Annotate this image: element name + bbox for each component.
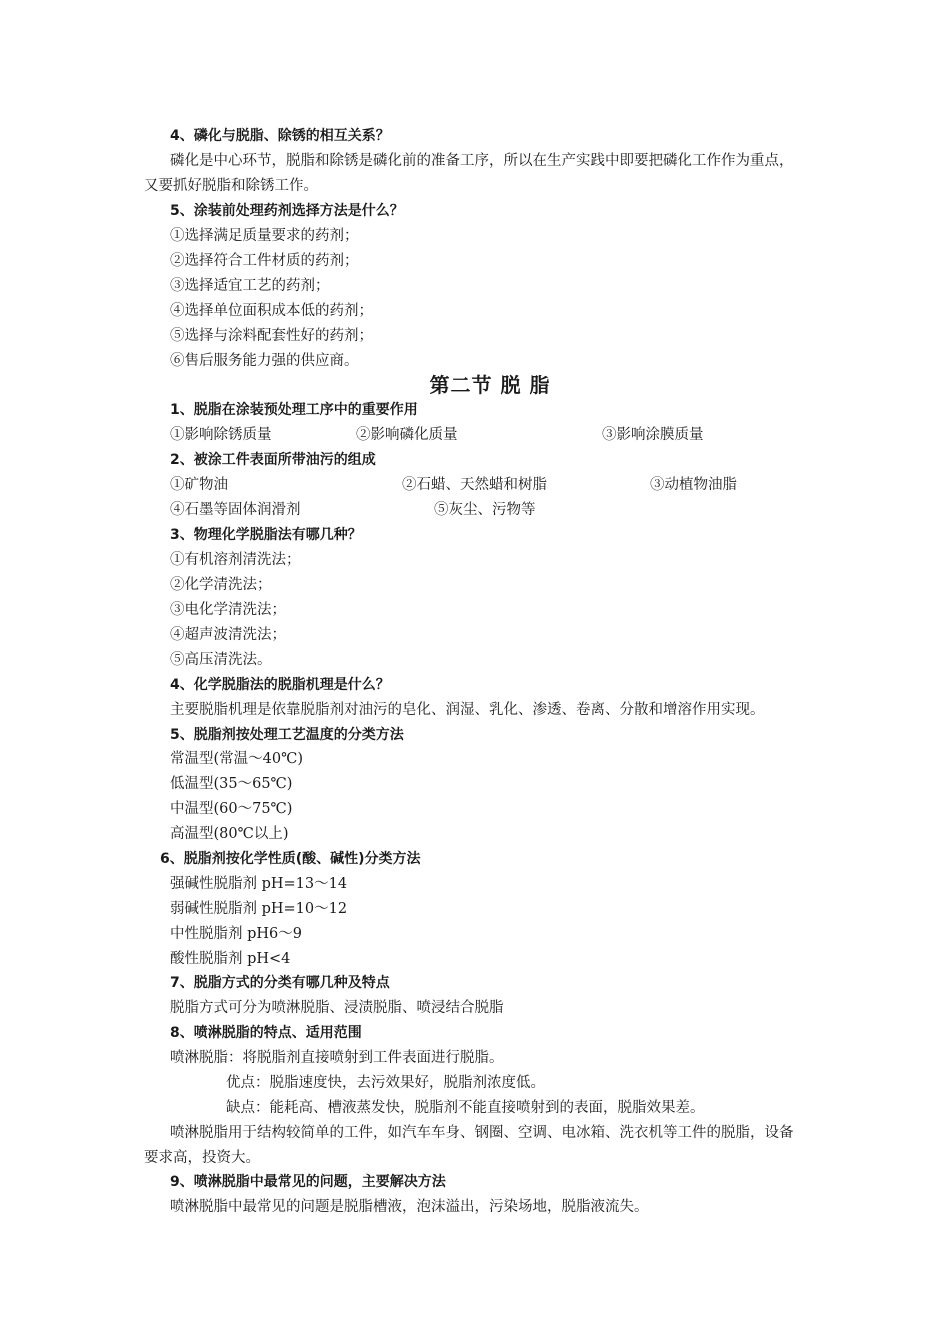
s4-heading: 4、化学脱脂法的脱脂机理是什么？ — [170, 677, 390, 693]
s7-heading: 7、脱脂方式的分类有哪几种及特点 — [170, 975, 390, 991]
s5-item: 常温型(常温～40℃) — [170, 751, 303, 767]
s3-heading: 3、物理化学脱脂法有哪几种？ — [170, 527, 362, 543]
q5-item: ⑥售后服务能力强的供应商。 — [170, 353, 359, 369]
s1-item: ②影响磷化质量 — [356, 427, 458, 443]
s3-item: ⑤高压清洗法。 — [170, 652, 272, 668]
s2-item: ②石蜡、天然蜡和树脂 — [402, 477, 547, 493]
q4-paragraph: 磷化是中心环节，脱脂和除锈是磷化前的准备工序，所以在生产实践中即要把磷化工作作为重点，又要抓好脱脂和除锈工作。 — [144, 153, 794, 194]
s5-item: 低温型(35～65℃) — [170, 776, 293, 792]
q5-item: ⑤选择与涂料配套性好的药剂； — [170, 328, 373, 344]
s8-description: 喷淋脱脂：将脱脂剂直接喷射到工件表面进行脱脂。 — [170, 1050, 504, 1066]
s8-paragraph: 喷淋脱脂用于结构较简单的工件，如汽车车身、钢圈、空调、电冰箱、洗衣机等工件的脱脂，设备要求高，投资大。 — [144, 1125, 794, 1166]
s4-paragraph: 主要脱脂机理是依靠脱脂剂对油污的皂化、润湿、乳化、渗透、卷离、分散和增溶作用实现。 — [170, 702, 765, 718]
s6-item: 酸性脱脂剂 pH<4 — [170, 951, 291, 967]
s3-item: ④超声波清洗法； — [170, 627, 286, 643]
q5-heading: 5、涂装前处理药剂选择方法是什么？ — [170, 203, 404, 219]
s3-item: ①有机溶剂清洗法； — [170, 552, 301, 568]
s6-item: 弱碱性脱脂剂 pH=10～12 — [170, 901, 348, 917]
s6-item: 中性脱脂剂 pH6～9 — [170, 926, 302, 942]
q4-heading: 4、磷化与脱脂、除锈的相互关系？ — [170, 128, 390, 144]
s2-item: ⑤灰尘、污物等 — [434, 502, 536, 518]
s7-paragraph: 脱脂方式可分为喷淋脱脂、浸渍脱脂、喷浸结合脱脂 — [170, 1000, 504, 1016]
s8-heading: 8、喷淋脱脂的特点、适用范围 — [170, 1025, 362, 1041]
s9-paragraph: 喷淋脱脂中最常见的问题是脱脂槽液，泡沫溢出，污染场地，脱脂液流失。 — [170, 1199, 649, 1215]
s5-heading: 5、脱脂剂按处理工艺温度的分类方法 — [170, 727, 404, 743]
s1-item: ①影响除锈质量 — [170, 427, 272, 443]
s5-item: 高温型(80℃以上) — [170, 826, 289, 842]
section-title: 第二节 脱 脂 — [429, 373, 551, 397]
s2-item: ③动植物油脂 — [650, 477, 737, 493]
s3-item: ③电化学清洗法； — [170, 602, 286, 618]
s3-item: ②化学清洗法； — [170, 577, 272, 593]
s2-item: ①矿物油 — [170, 477, 228, 493]
s8-cons: 缺点：能耗高、槽液蒸发快，脱脂剂不能直接喷射到的表面，脱脂效果差。 — [226, 1100, 705, 1116]
q5-item: ②选择符合工件材质的药剂； — [170, 253, 359, 269]
s6-heading: 6、脱脂剂按化学性质(酸、碱性)分类方法 — [160, 851, 421, 867]
s2-heading: 2、被涂工件表面所带油污的组成 — [170, 452, 376, 468]
s2-item: ④石墨等固体润滑剂 — [170, 502, 301, 518]
s1-item: ③影响涂膜质量 — [602, 427, 704, 443]
s8-pros: 优点：脱脂速度快，去污效果好，脱脂剂浓度低。 — [226, 1075, 545, 1091]
s6-item: 强碱性脱脂剂 pH=13～14 — [170, 876, 348, 892]
s9-heading: 9、喷淋脱脂中最常见的问题，主要解决方法 — [170, 1174, 446, 1190]
q5-item: ④选择单位面积成本低的药剂； — [170, 303, 373, 319]
s1-heading: 1、脱脂在涂装预处理工序中的重要作用 — [170, 402, 418, 418]
q5-item: ③选择适宜工艺的药剂； — [170, 278, 330, 294]
q5-item: ①选择满足质量要求的药剂； — [170, 228, 359, 244]
s5-item: 中温型(60～75℃) — [170, 801, 293, 817]
